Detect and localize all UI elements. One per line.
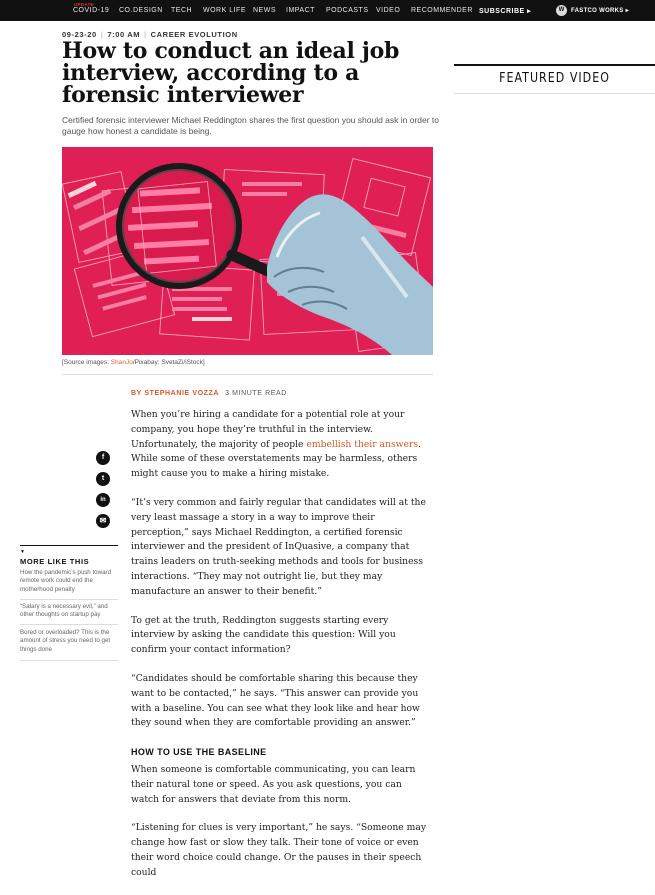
featured-video-bottom-rule: [454, 93, 655, 94]
featured-video-title: FEATURED VIDEO: [499, 71, 610, 86]
paragraph: “Candidates should be comfortable sharing this because they want to be contacted,” he says. “This answer can provide you with a baseline. You can see what they look like and hear how they sound when they are comfortable providing an answer.”: [131, 672, 420, 729]
magnifying-glass-illustration: [62, 147, 433, 355]
image-caption: [Source images: ShanJo/Pixabay; SvetaZi/iStock]: [62, 359, 205, 366]
article-category-link[interactable]: CAREER EVOLUTION: [150, 30, 238, 39]
more-like-this-item[interactable]: How the pandemic’s push toward remote work could end the motherhood penalty: [20, 569, 112, 593]
fastco-works-link[interactable]: FASTCO WORKS ▸: [571, 8, 629, 14]
article-meta: 09-23-20 | 7:00 AM | CAREER EVOLUTION: [62, 30, 238, 39]
section-heading: HOW TO USE THE BASELINE: [131, 747, 267, 758]
more-like-this-item[interactable]: “Salary is a necessary evil,” and other thoughts on startup pay: [20, 603, 108, 619]
page-title: How to conduct an ideal job interview, according to a forensic interviewer: [62, 38, 400, 108]
nav-item-news[interactable]: NEWS: [253, 7, 276, 14]
paragraph: When you’re hiring a candidate for a potential role at your company, you hope they’re truthful in the interview. Unfortunately, the majority of people embellish their answers. While some of these overstatements may be harmless, others might cause you to make a hiring mistake.: [131, 409, 421, 480]
byline: [131, 390, 287, 397]
fastco-works-badge-icon[interactable]: W: [556, 5, 567, 16]
facebook-share-icon[interactable]: f: [96, 451, 110, 465]
paragraph: “Listening for clues is very important,” he says. “Someone may change how fast or slow they talk. Their tone of voice or even their word choice could change. Or the pauses in their speech could: [131, 822, 427, 878]
twitter-share-icon[interactable]: t: [96, 472, 110, 486]
nav-item-impact[interactable]: IMPACT: [286, 7, 315, 14]
nav-item-tech[interactable]: TECH: [171, 7, 193, 14]
paragraph: When someone is comfortable communicating, you can learn their natural tone or speed. As you ask questions, you can watch for answers that deviate from this norm.: [131, 763, 416, 805]
article-date: 09-23-20: [62, 30, 97, 39]
article-body: [131, 408, 431, 895]
more-like-this-title: MORE LIKE THIS: [20, 557, 90, 566]
update-tag: UPDATE: [74, 2, 94, 7]
divider: [20, 599, 118, 600]
nav-item-codesign[interactable]: CO.DESIGN: [119, 7, 163, 14]
top-nav: [0, 0, 655, 21]
email-share-icon[interactable]: ✉: [96, 514, 110, 528]
paragraph: To get at the truth, Reddington suggests starting every interview by asking the candidate this question: Will you confirm your contact information?: [131, 614, 396, 656]
subscribe-button[interactable]: SUBSCRIBE ▸: [479, 8, 532, 15]
paragraph: “It’s very common and fairly regular that candidates will at the very least massage a story in a way to improve their perception,” says Michael Reddington, a certified forensic interviewer and the president of InQuasive, a company that trains leaders on truth-seeking methods and tools for business interactions. “They may not outright lie, but they may manufacture an answer to their benefit.”: [131, 496, 426, 597]
nav-item-podcasts[interactable]: PODCASTS: [326, 7, 369, 14]
nav-item-recommender[interactable]: RECOMMENDER: [411, 7, 473, 14]
nav-item-work-life[interactable]: WORK LIFE: [203, 7, 247, 14]
read-time: 3 MINUTE READ: [225, 390, 287, 397]
article-time: 7:00 AM: [107, 30, 141, 39]
more-like-this-item[interactable]: Bored or overloaded? This is the amount of stress you need to get things done: [20, 629, 111, 653]
photo-credit-link[interactable]: ShanJo: [110, 359, 133, 366]
linkedin-share-icon[interactable]: in: [96, 493, 110, 507]
nav-item-video[interactable]: VIDEO: [376, 7, 401, 14]
author-link[interactable]: BY STEPHANIE VOZZA: [131, 390, 220, 397]
inline-link[interactable]: embellish their answers: [306, 438, 419, 450]
hero-image: [62, 147, 433, 355]
nav-item-covid[interactable]: COVID-19: [73, 7, 110, 14]
divider: [20, 660, 118, 661]
featured-video-top-rule: [454, 64, 655, 66]
chevron-down-icon: ▼: [20, 549, 25, 555]
divider: [62, 374, 433, 375]
divider: [20, 624, 118, 625]
more-like-this-top-rule: [20, 545, 118, 546]
article-dek: Certified forensic interviewer Michael Reddington shares the first question you should ask in order to gauge how honest a candidate is being.: [62, 115, 440, 136]
